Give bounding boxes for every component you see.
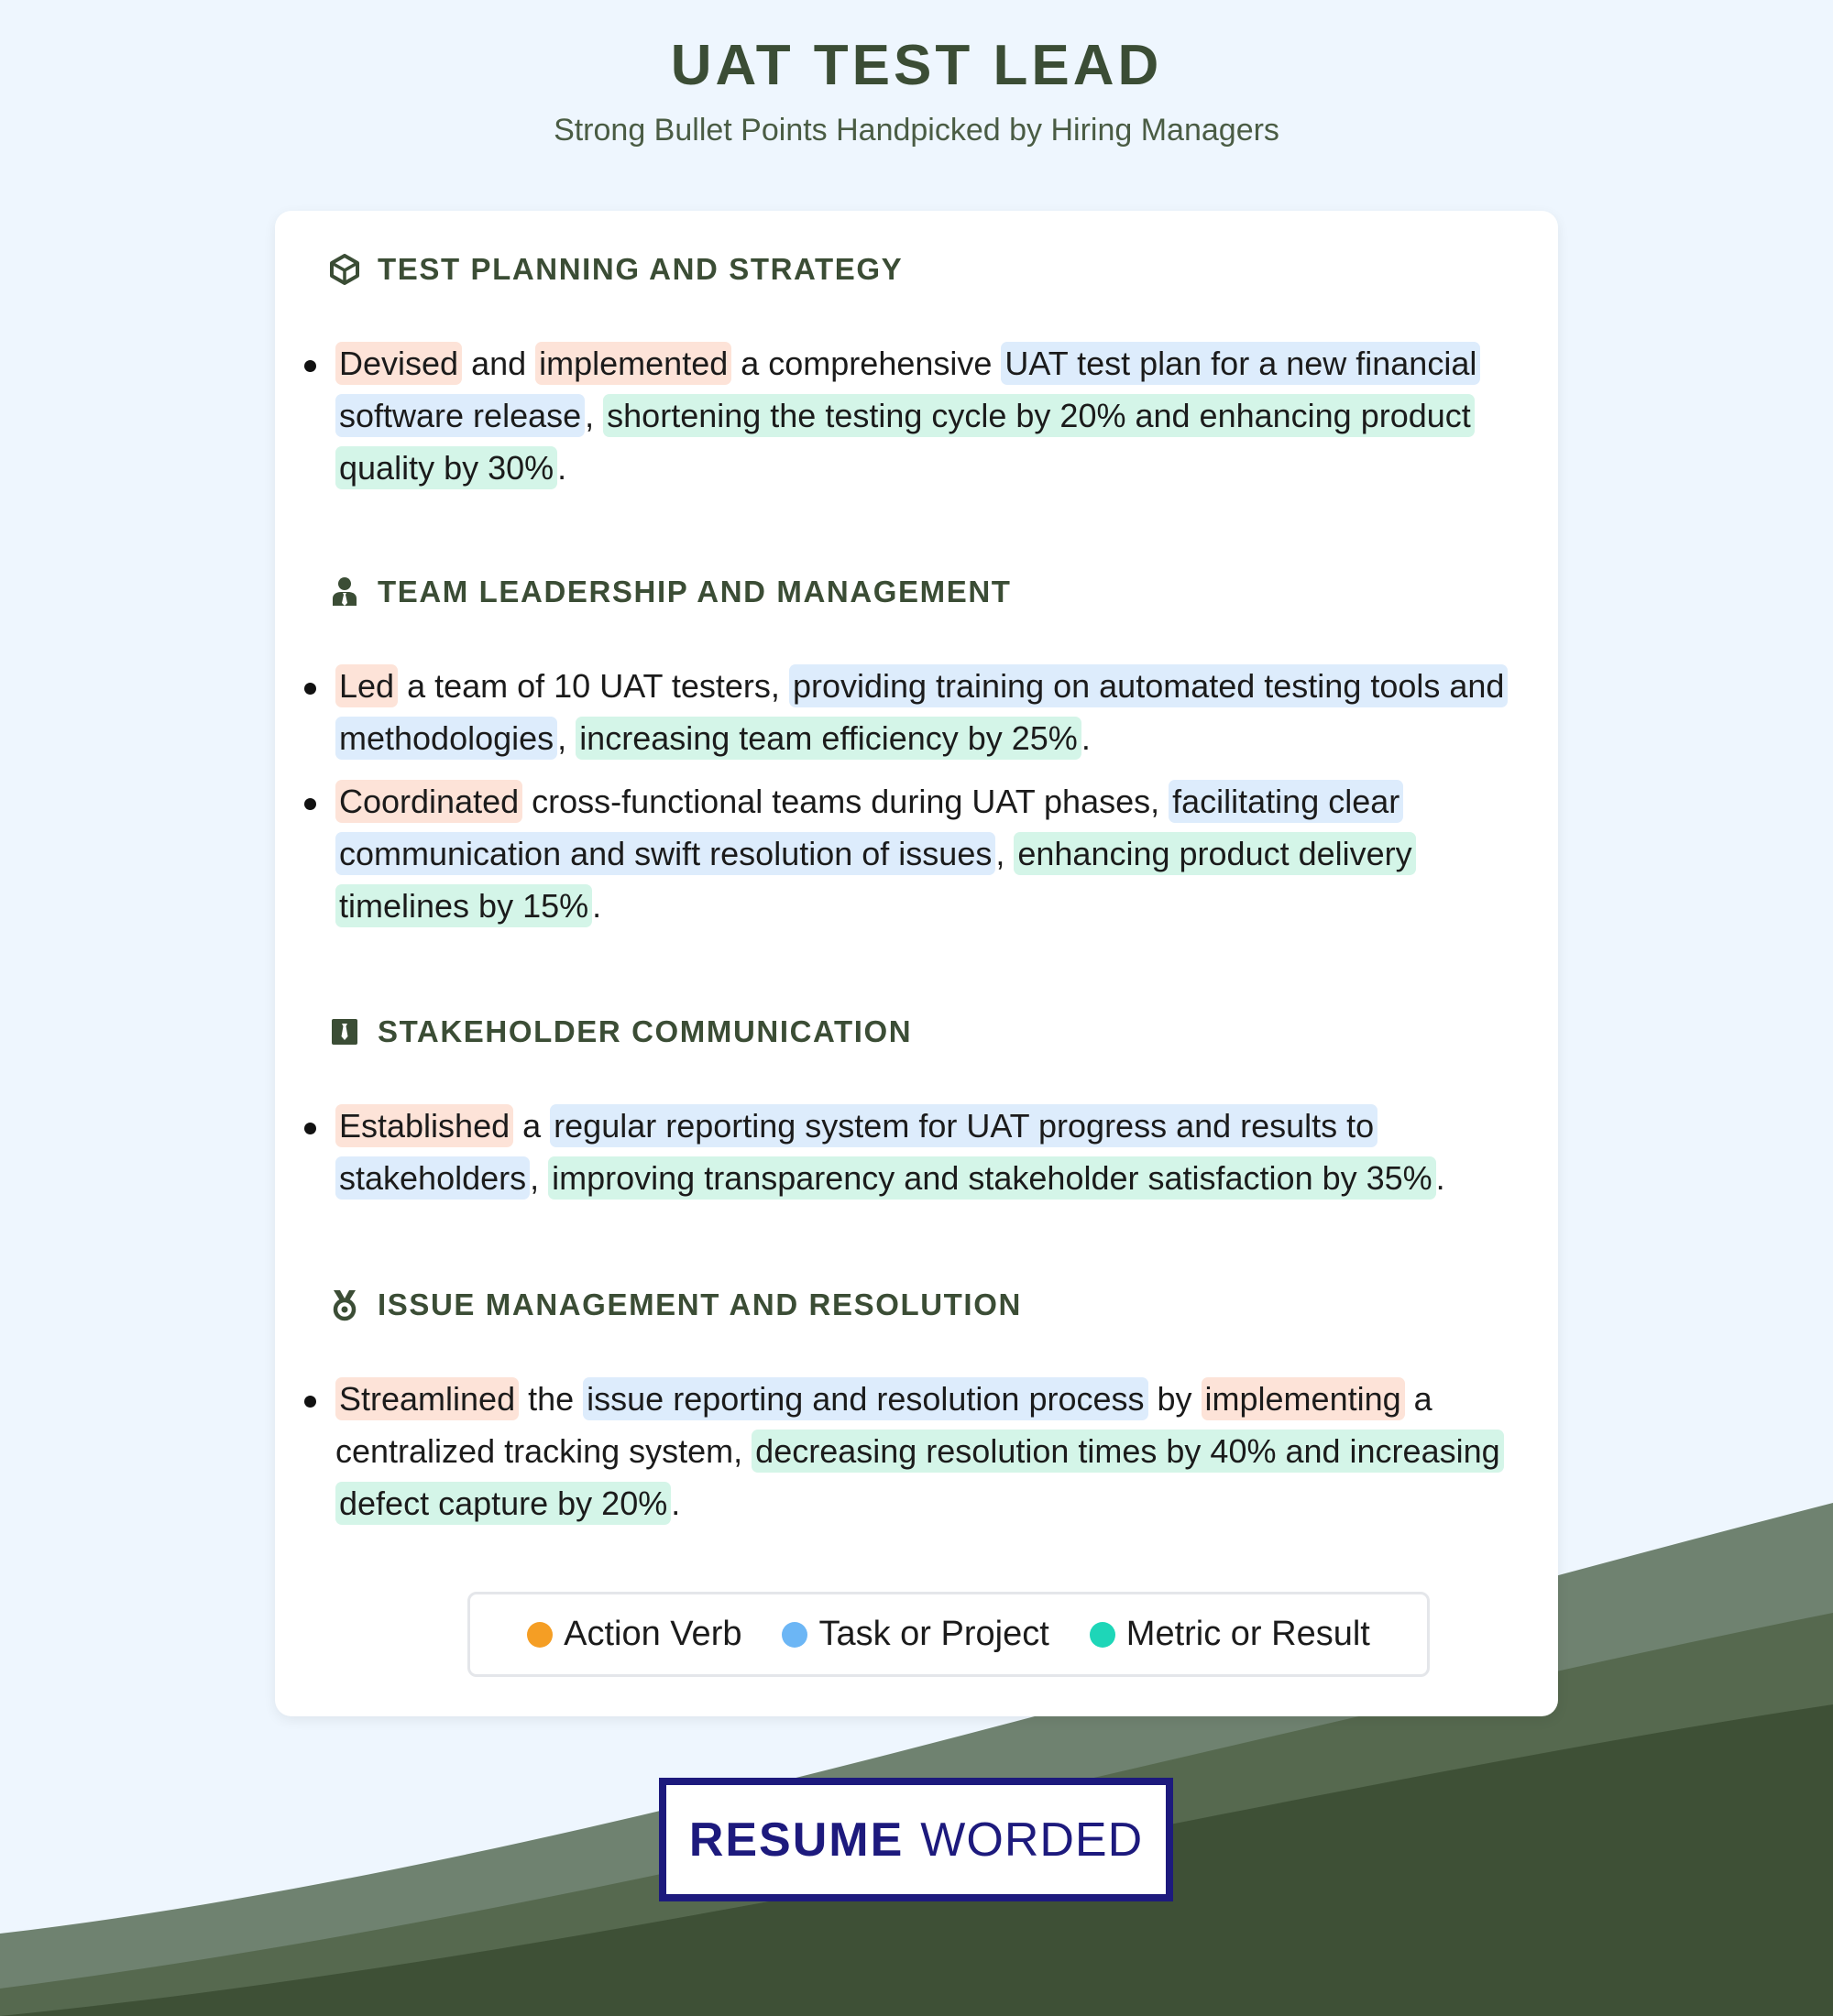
legend-item-action-verb [527, 1615, 741, 1654]
section-title: TEST PLANNING AND STRATEGY [378, 252, 904, 286]
action-highlight: Coordinated [335, 780, 522, 823]
bullet-text: . [1435, 1159, 1445, 1197]
bullet-item [275, 1373, 1558, 1529]
person-tie-icon [328, 575, 361, 608]
bullet-item [275, 775, 1558, 932]
bullet-text: cross-functional teams during UAT phases, [522, 783, 1169, 820]
legend-label: Task or Project [818, 1615, 1049, 1653]
medal-icon [328, 1288, 361, 1321]
tie-icon [328, 1015, 361, 1048]
action-highlight: Streamlined [335, 1377, 519, 1420]
bullet-text: the [519, 1380, 584, 1418]
section-header [328, 251, 903, 288]
legend-label: Metric or Result [1125, 1615, 1370, 1653]
page-header [0, 33, 1833, 148]
logo-light-text: WORDED [920, 1813, 1144, 1867]
task-highlight: regular reporting system for UAT progress and results to stakeholders [335, 1104, 1377, 1200]
bullet-text: , [995, 835, 1015, 872]
metric-highlight: enhancing product delivery timelines by 15% [335, 832, 1416, 927]
section-header [328, 1013, 912, 1050]
legend-label: Action Verb [564, 1615, 742, 1653]
bullet-list [275, 660, 1558, 932]
bullet-item [275, 660, 1558, 764]
teal-dot-icon [1090, 1622, 1115, 1648]
bullet-text: and [462, 345, 536, 382]
metric-highlight: shortening the testing cycle by 20% and enhancing product quality by 30% [335, 394, 1475, 489]
action-highlight: implemented [535, 342, 731, 385]
task-highlight: UAT test plan for a new financial software release [335, 342, 1480, 437]
section-title: ISSUE MANAGEMENT AND RESOLUTION [378, 1287, 1022, 1321]
page-title: UAT TEST LEAD [670, 34, 1163, 97]
orange-dot-icon [527, 1622, 553, 1648]
metric-highlight: improving transparency and stakeholder satisfaction by 35% [548, 1156, 1436, 1200]
page-subtitle: Strong Bullet Points Handpicked by Hiring Managers [554, 113, 1279, 148]
section-header [328, 1287, 1022, 1323]
metric-highlight: decreasing resolution times by 40% and increasing defect capture by 20% [335, 1430, 1504, 1525]
bullet-list [275, 1373, 1558, 1529]
bullet-list [275, 1100, 1558, 1204]
bullet-item [275, 1100, 1558, 1204]
bullet-text: . [1081, 719, 1091, 757]
action-highlight: Led [335, 664, 398, 707]
bullet-text: , [585, 397, 604, 434]
bullet-text: , [530, 1159, 549, 1197]
bullet-text: . [671, 1485, 681, 1522]
blue-dot-icon [782, 1622, 807, 1648]
section-title: STAKEHOLDER COMMUNICATION [378, 1014, 913, 1048]
bullet-item [275, 337, 1558, 494]
task-highlight: providing training on automated testing tools and methodologies [335, 664, 1508, 760]
bullet-text: . [557, 449, 567, 487]
bullet-text: a centralized tracking system, [335, 1380, 1432, 1470]
task-highlight: facilitating clear communication and swift resolution of issues [335, 780, 1403, 875]
section-header [328, 574, 1012, 610]
action-highlight: Established [335, 1104, 513, 1147]
action-highlight: Devised [335, 342, 462, 385]
bullet-text: a team of 10 UAT testers, [398, 667, 789, 705]
highlight-legend [467, 1592, 1430, 1677]
section-title: TEAM LEADERSHIP AND MANAGEMENT [378, 575, 1012, 608]
logo-bold-text: RESUME [688, 1813, 905, 1867]
bullet-text: by [1147, 1380, 1202, 1418]
bullet-text: a [513, 1107, 551, 1145]
legend-item-metric-or-result [1090, 1615, 1370, 1654]
bullet-points-card [275, 211, 1558, 1716]
action-highlight: implementing [1202, 1377, 1405, 1420]
cube-icon [328, 253, 361, 286]
metric-highlight: increasing team efficiency by 25% [576, 717, 1081, 760]
resume-worded-logo[interactable] [659, 1778, 1173, 1901]
bullet-text: , [557, 719, 576, 757]
bullet-list [275, 337, 1558, 494]
legend-item-task-or-project [782, 1615, 1048, 1654]
bullet-text: a comprehensive [731, 345, 1002, 382]
task-highlight: issue reporting and resolution process [583, 1377, 1147, 1420]
bullet-text: . [592, 887, 602, 925]
